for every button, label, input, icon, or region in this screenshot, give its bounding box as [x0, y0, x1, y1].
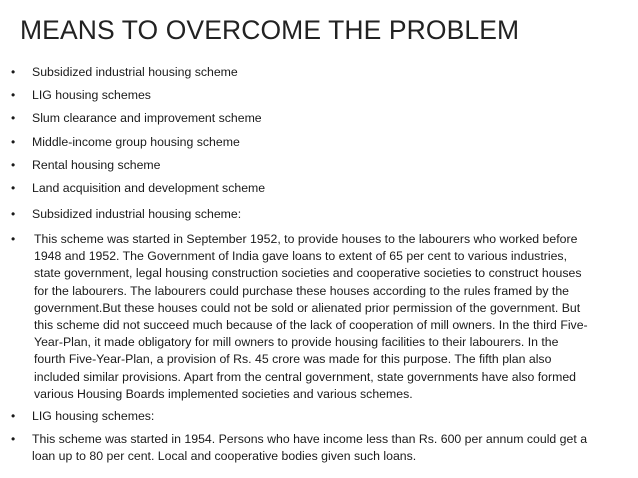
section-paragraph	[11, 431, 626, 465]
paragraph-line: fourth Five-Year-Plan, a provision of Rs. 45 crore was made for this purpose. The fifth plan also	[34, 352, 552, 367]
paragraph-text	[34, 231, 626, 403]
bullet-icon: •	[11, 135, 16, 149]
list-item-text: Middle-income group housing scheme	[32, 135, 240, 149]
list-item	[11, 64, 626, 81]
paragraph-line: loan up to 80 per cent. Local and cooperative bodies given such loans.	[32, 449, 417, 464]
bullet-icon: •	[11, 409, 16, 423]
bullet-icon: •	[11, 65, 16, 79]
section-paragraph	[11, 231, 626, 403]
paragraph-line: this scheme did not succeed much because of the lack of cooperation of mill owners. In the third Five-	[34, 318, 588, 333]
section-heading	[11, 206, 626, 223]
bullet-icon: •	[11, 158, 16, 172]
bullet-icon: •	[11, 181, 16, 195]
bullet-icon: •	[11, 111, 16, 125]
list-item-text: Land acquisition and development scheme	[32, 181, 266, 195]
paragraph-line: 1948 and 1952. The Government of India gave loans to extent of 65 per cent to various industries,	[34, 249, 567, 264]
paragraph-line: state government, legal housing construction societies and cooperative societies to construct houses	[34, 266, 582, 281]
bullet-icon: •	[11, 432, 16, 446]
slide-title: MEANS TO OVERCOME THE PROBLEM	[20, 15, 520, 45]
bullet-icon: •	[11, 88, 16, 102]
paragraph-line: This scheme was started in 1954. Persons who have income less than Rs. 600 per annum could get a	[32, 432, 588, 446]
list-item	[11, 180, 626, 197]
paragraph-line: for the labourers. The labourers could purchase these houses according to the rules framed by the	[34, 283, 569, 298]
paragraph-text	[32, 431, 626, 465]
section-heading-text: LIG housing schemes:	[32, 409, 155, 423]
list-item	[11, 157, 626, 174]
paragraph-line: This scheme was started in September 1952, to provide houses to the labourers who worked before	[34, 232, 578, 246]
list-item-text: LIG housing schemes	[32, 88, 151, 102]
list-item	[11, 110, 626, 127]
section-heading	[11, 408, 626, 425]
paragraph-line: government.But these houses could not be sold or alienated prior permission of the government. But	[34, 300, 581, 315]
list-item-text: Rental housing scheme	[32, 158, 161, 172]
list-item-text: Slum clearance and improvement scheme	[32, 111, 262, 125]
paragraph-line: Year-Plan, it made obligatory for mill owners to provide housing facilities to their labourers. In the	[34, 335, 559, 350]
list-item	[11, 134, 626, 151]
bullet-icon: •	[11, 232, 16, 246]
section-heading-text: Subsidized industrial housing scheme:	[32, 207, 242, 221]
paragraph-line: included similar provisions. Apart from the central government, state governments have also formed	[34, 369, 577, 384]
paragraph-line: various Housing Boards implemented societies and various schemes.	[34, 386, 413, 401]
list-item-text: Subsidized industrial housing scheme	[32, 65, 238, 79]
list-item	[11, 87, 626, 104]
bullet-icon: •	[11, 207, 16, 221]
